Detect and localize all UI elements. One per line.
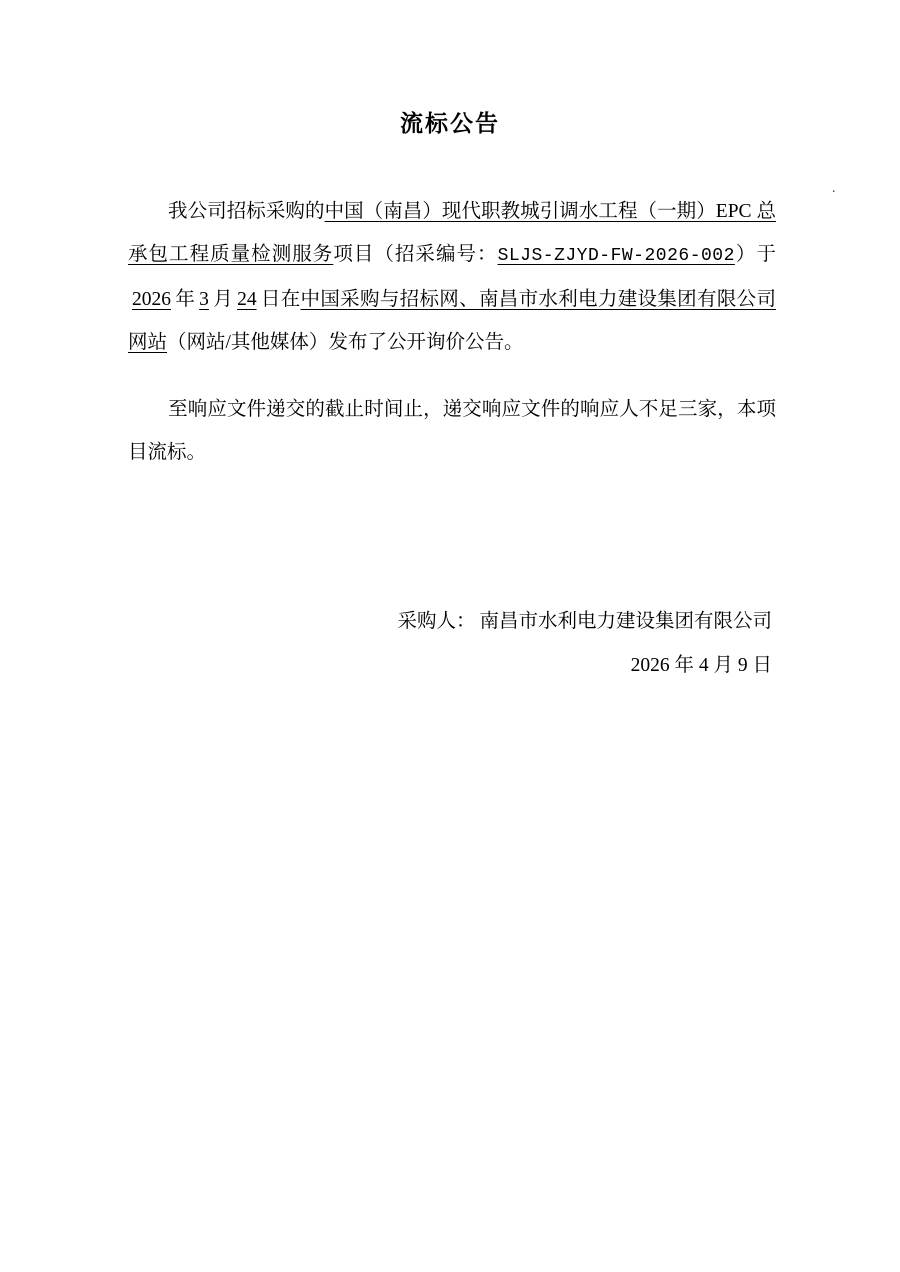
lead-text: 我公司招标采购的 <box>168 201 325 222</box>
result-text: 至响应文件递交的截止时间止，递交响应文件的响应人不足三家，本项目流标。 <box>128 399 776 463</box>
after-number-text: ）于 <box>734 244 776 265</box>
publish-month: 3 <box>199 289 209 310</box>
signature-date-month: 4 <box>698 655 709 676</box>
signature-date <box>128 644 776 688</box>
paragraph-result <box>128 388 776 474</box>
signature-label: 采购人： <box>397 611 476 632</box>
paragraph-tail: 发布了公开询价公告。 <box>328 332 524 353</box>
stray-mark: . <box>832 181 836 196</box>
paragraph-announcement <box>128 190 776 364</box>
signature-date-month-unit: 月 <box>713 655 733 676</box>
signature-date-day-unit: 日 <box>752 655 772 676</box>
project-name: 中国（南昌）现代职教城引调水工程（一期）EPC 总承包工程质量检测服务 <box>128 201 776 265</box>
publish-year: 2026 <box>132 289 171 310</box>
month-unit: 月 <box>212 289 234 310</box>
signature-line <box>128 600 776 644</box>
media-note: （网站/其他媒体） <box>167 332 329 353</box>
publish-media: 中国采购与招标网、南昌市水利电力建设集团有限公司网站 <box>128 289 776 353</box>
day-unit: 日在 <box>260 289 301 310</box>
year-unit: 年 <box>175 289 196 310</box>
publish-day: 24 <box>237 289 257 310</box>
page-title: 流标公告 <box>400 111 500 136</box>
signature-date-year: 2026 <box>630 655 670 676</box>
document-body <box>128 190 776 474</box>
signature-block <box>128 600 776 688</box>
signature-entity: 南昌市水利电力建设集团有限公司 <box>479 611 772 632</box>
bid-number: SLJS-ZJYD-FW-2026-002 <box>497 246 735 266</box>
signature-date-day: 9 <box>737 655 748 676</box>
after-project-text: 项目（招采编号： <box>333 244 498 265</box>
signature-date-year-unit: 年 <box>674 655 694 676</box>
